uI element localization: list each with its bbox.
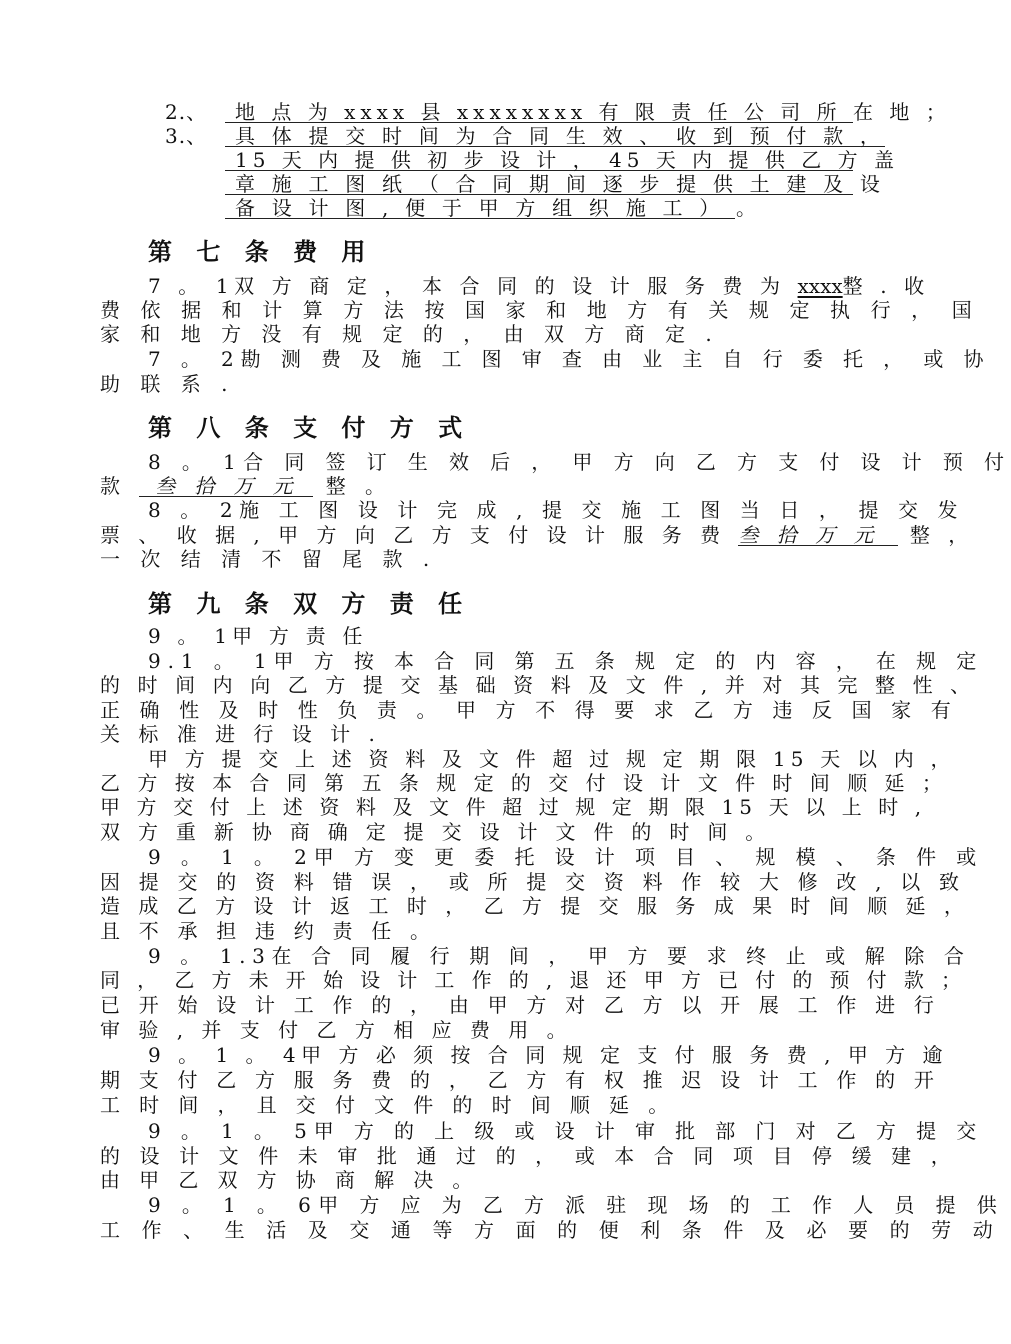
paragraph-text: 票 、 收 据 , 甲 方 向 乙 方 支 付 设 计 服 务 费 — [100, 523, 739, 547]
list-item-text: 地 点 为 xxxx 县 xxxxxxxx 有 限 责 任 公 司 所 在 地 ； — [235, 100, 951, 124]
paragraph-line — [100, 523, 974, 547]
paragraph-line — [148, 274, 930, 298]
paragraph-line: 9 。 1 。 6甲 方 应 为 乙 方 派 驻 现 场 的 工 作 人 员 提 供 — [148, 1193, 1005, 1217]
paragraph-line: 9 。 1 。 5甲 方 的 上 级 或 设 计 审 批 部 门 对 乙 方 提 交 — [148, 1119, 984, 1143]
paragraph-line: 家 和 地 方 没 有 规 定 的 ， 由 双 方 商 定 . — [100, 322, 719, 346]
paragraph-text: 7 。 1双 方 商 定 ， 本 合 同 的 设 计 服 务 费 为 — [148, 274, 798, 298]
paragraph-line: 审 验 , 并 支 付 乙 方 相 应 费 用 。 — [100, 1018, 573, 1042]
paragraph-text: 整 . 收 — [842, 274, 930, 298]
paragraph-line: 9 。 1 。 2甲 方 变 更 委 托 设 计 项 目 、 规 模 、 条 件 或 — [148, 845, 984, 869]
list-item-number: 2.、 — [165, 100, 208, 124]
paragraph-line: 双 方 重 新 协 商 确 定 提 交 设 计 文 件 的 时 间 。 — [100, 820, 772, 844]
paragraph-line: 9 。 1 。 4甲 方 必 须 按 合 同 规 定 支 付 服 务 费 , 甲 方 逾 — [148, 1043, 949, 1067]
paragraph-line: 同 ， 乙 方 未 开 始 设 计 工 作 的 , 退 还 甲 方 已 付 的 预 付 款 ； — [100, 968, 967, 992]
amount-blank: 叁 拾 万 元 — [738, 525, 897, 546]
paragraph-text: 款 — [100, 474, 140, 498]
list-item-text: 具 体 提 交 时 间 为 合 同 生 效 、 收 到 预 付 款 ， — [235, 124, 886, 148]
paragraph-line: 甲 方 交 付 上 述 资 料 及 文 件 超 过 规 定 期 限 15 天 以 上 时 , — [100, 795, 927, 819]
amount-blank: 叁 拾 万 元 — [139, 476, 313, 497]
paragraph-line: 的 时 间 内 向 乙 方 提 交 基 础 资 料 及 文 件 , 并 对 其 完 整 性 、 — [100, 673, 976, 697]
list-item-number: 3.、 — [165, 124, 208, 148]
paragraph-line: 一 次 结 清 不 留 尾 款 . — [100, 547, 437, 571]
article-heading: 第 九 条 双 方 责 任 — [148, 590, 471, 618]
paragraph-line: 9.1 。 1甲 方 按 本 合 同 第 五 条 规 定 的 内 容 ， 在 规 定 — [148, 649, 984, 673]
list-item-text: 章 施 工 图 纸 （ 合 同 期 间 逐 步 提 供 土 建 及 设 — [235, 172, 886, 196]
paragraph-line: 甲 方 提 交 上 述 资 料 及 文 件 超 过 规 定 期 限 15 天 以 内 ， — [148, 747, 956, 771]
paragraph-line: 期 支 付 乙 方 服 务 费 的 ， 乙 方 有 权 推 迟 设 计 工 作 的 开 — [100, 1068, 941, 1092]
paragraph-line: 8 。 2施 工 图 设 计 完 成 , 提 交 施 工 图 当 日 ， 提 交 发 — [148, 498, 965, 522]
paragraph-line — [100, 474, 391, 498]
paragraph-text: 整 ， — [897, 523, 975, 547]
paragraph-line: 9 。 1甲 方 责 任 — [148, 624, 368, 648]
article-heading: 第 七 条 费 用 — [148, 238, 374, 266]
paragraph-line: 8 。 1合 同 签 订 生 效 后 ， 甲 方 向 乙 方 支 付 设 计 预 付 — [148, 450, 1011, 474]
list-item-text: 15 天 内 提 供 初 步 设 计 ， 45 天 内 提 供 乙 方 盖 — [235, 148, 899, 172]
list-item-text: 备 设 计 图 , 便 于 甲 方 组 织 施 工 ） 。 — [235, 196, 762, 220]
paragraph-line: 正 确 性 及 时 性 负 责 。 甲 方 不 得 要 求 乙 方 违 反 国 家 有 — [100, 698, 958, 722]
paragraph-line: 乙 方 按 本 合 同 第 五 条 规 定 的 交 付 设 计 文 件 时 间 顺 延 ； — [100, 771, 948, 795]
paragraph-text: 整 。 — [313, 474, 392, 498]
paragraph-line: 助 联 系 . — [100, 372, 235, 396]
paragraph-line: 工 时 间 ， 且 交 付 文 件 的 时 间 顺 延 。 — [100, 1093, 675, 1117]
fee-amount: xxxx — [797, 274, 843, 298]
paragraph-line: 且 不 承 担 违 约 责 任 。 — [100, 919, 437, 943]
article-heading: 第 八 条 支 付 方 式 — [148, 414, 471, 442]
paragraph-line: 因 提 交 的 资 料 错 误 ， 或 所 提 交 资 料 作 较 大 修 改 , 以 致 — [100, 870, 966, 894]
paragraph-line: 关 标 准 进 行 设 计 . — [100, 722, 381, 746]
paragraph-line: 7 。 2勘 测 费 及 施 工 图 审 查 由 业 主 自 行 委 托 ， 或 协 — [148, 347, 991, 371]
paragraph-line: 由 甲 乙 双 方 协 商 解 决 。 — [100, 1168, 479, 1192]
paragraph-line: 费 依 据 和 计 算 方 法 按 国 家 和 地 方 有 关 规 定 执 行 ， 国 — [100, 298, 979, 322]
paragraph-line: 已 开 始 设 计 工 作 的 ， 由 甲 方 对 乙 方 以 开 展 工 作 进 行 — [100, 993, 941, 1017]
paragraph-line: 造 成 乙 方 设 计 返 工 时 ， 乙 方 提 交 服 务 成 果 时 间 顺 延 ， — [100, 894, 970, 918]
paragraph-line: 的 设 计 文 件 未 审 批 通 过 的 ， 或 本 合 同 项 目 停 缓 建 ， — [100, 1144, 958, 1168]
paragraph-line: 9 。 1.3在 合 同 履 行 期 间 ， 甲 方 要 求 终 止 或 解 除 合 — [148, 944, 971, 968]
paragraph-line: 工 作 、 生 活 及 交 通 等 方 面 的 便 利 条 件 及 必 要 的 劳 动 — [100, 1218, 1001, 1242]
